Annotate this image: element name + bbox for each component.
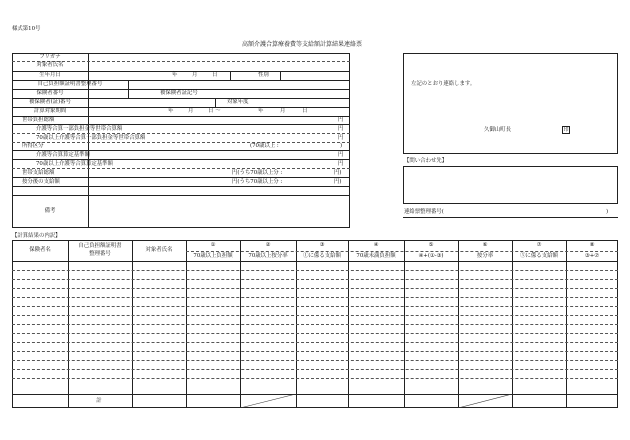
yen-close: 円) [334, 170, 342, 176]
household-pay-label: 世帯支給総額 [22, 170, 55, 176]
col-4-num: ④ [373, 242, 379, 248]
remarks-label: 備考 [44, 208, 56, 214]
period-month-1: 月 [188, 108, 194, 114]
yen-unit: 円 [338, 135, 344, 141]
period-year-2: 年 [258, 108, 264, 114]
col-2-sub: 70歳以上按分率 [248, 253, 288, 259]
birth-label: 生年月日 [39, 72, 61, 78]
col-5-num: ⑤ [428, 242, 434, 248]
col-1-sub: 70歳以上負担額 [193, 253, 233, 259]
col-person-name: 対象者氏名 [145, 247, 173, 253]
gender-label: 性別 [258, 72, 269, 78]
col-7-num: ⑦ [536, 242, 542, 248]
col-6-sub: 按分率 [476, 253, 494, 259]
distributed-detail: 円(うち70歳以上分 : [232, 179, 283, 185]
period-label: 計算対象期間 [33, 108, 67, 114]
cert-no-label: 自己負担額証明書整理番号 [37, 81, 103, 87]
income-class-label: 所得区分 [22, 143, 44, 149]
income-class-close: ) [340, 143, 343, 149]
birth-day: 日 [212, 72, 218, 78]
yen-unit: 円 [338, 152, 344, 158]
total-label: 計 [96, 398, 102, 404]
yen-unit: 円 [338, 161, 344, 167]
birth-year: 年 [172, 72, 178, 78]
seal-stamp: 印 [563, 127, 569, 133]
period-day-2: 日 [302, 108, 308, 114]
furigana-label: フリガナ [39, 54, 61, 60]
distributed-label: 按分後の支給額 [22, 179, 60, 185]
target-year-label: 対象年度 [227, 99, 249, 105]
detail-heading: 【計算結果の内訳】 [12, 233, 61, 239]
care-calc-base-70-label: 70歳以上介護等合算算定基準額 [36, 161, 113, 167]
birth-month: 月 [192, 72, 198, 78]
income-class-70: (70歳以上 : [250, 143, 279, 149]
care-part-label: 介護等合算一部負担金等世帯合算額 [36, 126, 123, 132]
care-calc-base-label: 介護等合算算定基準額 [36, 152, 90, 158]
household-pay-detail: 円(うち70歳以上分 : [232, 170, 283, 176]
col-1-num: ① [210, 242, 216, 248]
period-day-1: 日 〜 [208, 108, 221, 114]
household-total-label: 世帯負担総額 [22, 117, 55, 123]
period-year-1: 年 [168, 108, 174, 114]
yen-close: 円) [334, 179, 342, 185]
col-4-sub: 70歳未満負担額 [356, 253, 396, 259]
insured-mark-label: 被保険者証記号 [160, 90, 198, 96]
col-6-num: ⑥ [482, 242, 488, 248]
col-cert-no-2: 整理番号 [89, 251, 111, 257]
col-3-num: ③ [319, 242, 325, 248]
col-cert-no: 自己負担額証明書 [78, 243, 122, 249]
col-5-sub: ④+(①-③) [418, 253, 444, 259]
ref-no-label: 連絡票整理番号( [404, 209, 444, 215]
col-2-num: ② [265, 242, 271, 248]
mayor-label: 久御山町長 [484, 127, 511, 133]
col-insurer-name: 保険者名 [29, 247, 51, 253]
ref-no-close: ) [606, 209, 609, 215]
notice-text: 左記のとおり連絡します。 [411, 81, 476, 87]
diagonal-cross-out [240, 394, 296, 408]
insurer-no-label: 保険者番号 [36, 90, 64, 96]
col-8-sub: ③+⑦ [584, 253, 600, 259]
care-70-label: 70歳以上介護等合算一部負担金等世帯合算額 [36, 135, 146, 141]
period-month-2: 月 [280, 108, 286, 114]
col-3-sub: ①に係る支給額 [303, 253, 341, 259]
col-7-sub: ⑤に係る支給額 [520, 253, 558, 259]
yen-unit: 円 [338, 117, 344, 123]
col-8-num: ⑧ [589, 242, 595, 248]
yen-unit: 円 [338, 126, 344, 132]
name-label: 対象者氏名 [36, 62, 64, 68]
contact-heading: 【問い合わせ先】 [404, 158, 448, 164]
diagonal-cross-out [458, 394, 512, 408]
page-title: 高額介護合算療養費等支給額計算結果連絡票 [242, 41, 363, 48]
holder-no-label: 被保険者(証)番号 [29, 99, 71, 105]
form-number: 様式第10号 [12, 26, 41, 32]
